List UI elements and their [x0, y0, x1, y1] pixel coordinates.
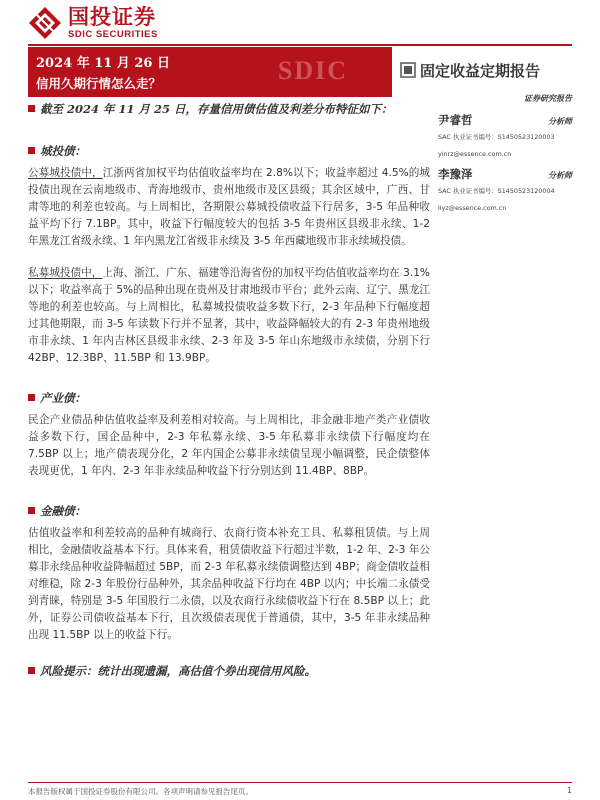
section-finance-heading — [28, 502, 430, 520]
city-private-paragraph — [28, 265, 430, 367]
company-logo — [28, 6, 158, 40]
bullet-icon — [28, 105, 35, 112]
footer-disclaimer: 本报告版权属于国投证券股份有限公司。各项声明请参见报告尾页。 — [28, 787, 253, 796]
industry-paragraph: 民企产业债品种估值收益率及利差相对较高。与上周相比，非金融非地产类产业债收益多数下行，国企品种中，2-3 年私募永续、3-5 年私募非永续债下行幅度均在 7.5BP 以上；地产债表现分化，2 年内国企公募非永续债呈现小幅调整，民企债整体表现更优，1 年内、2-3 年非永续品种收益下行分别达到 11.4BP、8BP。 — [28, 414, 430, 477]
main-content — [28, 100, 430, 680]
intro-summary — [28, 100, 430, 118]
city-private-text: 上海、浙江、广东、福建等沿海省份的加权平均估值收益率均在 3.1%以下；收益率高于 5%的品种出现在贵州及甘肃地级市平台；此外云南、辽宁、黑龙江等地的利差也较高。与上周相比，私募城投债收益多数下行，2-3 年品种下行幅度超过其他期限，而 3-5 年读数下行并不显著，其中，收益降幅较大的有 2-3 年贵州地级市非永续、1 年内吉林区县级非永续、2-3 年及 3-5 年山东地级市永续债，分别下行 42BP、12.3BP、11.5BP 和 13.9BP。 — [28, 267, 431, 364]
section-industry-title: 产业债： — [40, 391, 86, 405]
city-public-paragraph — [28, 165, 430, 250]
logo-chinese-name: 国投证券 — [68, 5, 156, 29]
analyst-sidebar — [438, 93, 572, 212]
bullet-icon — [28, 507, 35, 514]
analyst-role: 分析师 — [548, 116, 572, 126]
bullet-icon — [28, 667, 35, 674]
city-public-text: 江浙两省加权平均估值收益率均在 2.8%以下；收益率超过 4.5%的城投债出现在云南地级市、青海地级市、贵州地级市及区县级；其余区域中，广西、甘肃等地的利差也较高。与上周相比，各期限公募城投债收益下行居多，3-5 年品种收益平均下行 7.1BP。其中，收益下行幅度较大的包括 3-5 年贵州区县级非永续、1-2 年黑龙江省级永续、1 年内黑龙江省级非永续及 3-5 年西藏地级市非永续城投债。 — [28, 167, 431, 247]
risk-warning-text: 风险提示：统计出现遗漏，高估值个券出现信用风险。 — [40, 664, 316, 678]
logo-english-name: SDIC SECURITIES — [68, 29, 158, 40]
report-type-icon — [400, 62, 416, 78]
analyst-email[interactable]: liyz@essence.com.cn — [438, 204, 507, 212]
bullet-icon — [28, 394, 35, 401]
sdic-logo-icon — [28, 6, 62, 40]
banner-watermark: SDIC — [277, 56, 348, 85]
analyst-name: 尹睿哲 — [438, 113, 473, 127]
research-report-label: 证券研究报告 — [524, 93, 572, 103]
analyst-cert: SAC 执业证书编号：S1450523120003 — [438, 133, 555, 141]
analyst-email[interactable]: yinrz@essence.com.cn — [438, 150, 512, 158]
page-number: 1 — [566, 786, 572, 795]
section-city-title: 城投债： — [40, 144, 86, 158]
footer-rule — [28, 782, 572, 783]
report-title: 信用久期行情怎么走？ — [36, 76, 162, 91]
analyst-card — [438, 112, 572, 158]
city-private-lead: 私募城投债中， — [28, 267, 103, 279]
intro-text: 截至 2024 年 11 月 25 日，存量信用债估值及利差分布特征如下： — [40, 102, 393, 116]
title-banner — [28, 47, 392, 97]
finance-paragraph: 估值收益率和利差较高的品种有城商行、农商行资本补充工具、私募租赁债。与上周相比，金融债收益基本下行。具体来看，租赁债收益下行超过半数，1-2 年、2-3 年公募非永续品种收益降幅超过 5BP，而 2-3 年私募永续债调整达到 4BP；商金债收益相对维稳，除 2-3 年股份行品种外，其余品种收益下行均在 4BP 以内；中长端二永债受到青睐，特别是 3-5 年国股行二永债，以及农商行永续债收益下行在 8.5BP 以上；此外，证券公司债收益基本下行，且次级债表现优于普通债，其中，3-5 年非永续品种出现 11.5BP 以上的收益下行。 — [28, 527, 430, 641]
analyst-card — [438, 166, 572, 212]
report-type-header — [400, 50, 572, 90]
section-city-heading — [28, 142, 430, 160]
section-finance-title: 金融债： — [40, 504, 86, 518]
section-industry-heading — [28, 389, 430, 407]
analyst-role: 分析师 — [548, 170, 572, 180]
report-date: 2024 年 11 月 26 日 — [36, 56, 170, 71]
risk-warning — [28, 662, 430, 680]
report-type-label: 固定收益定期报告 — [420, 61, 541, 80]
bullet-icon — [28, 147, 35, 154]
header-rule — [28, 44, 572, 46]
analyst-name: 李豫泽 — [438, 167, 473, 181]
city-public-lead: 公募城投债中， — [28, 167, 103, 179]
analyst-cert: SAC 执业证书编号：S1450523120004 — [438, 187, 555, 195]
